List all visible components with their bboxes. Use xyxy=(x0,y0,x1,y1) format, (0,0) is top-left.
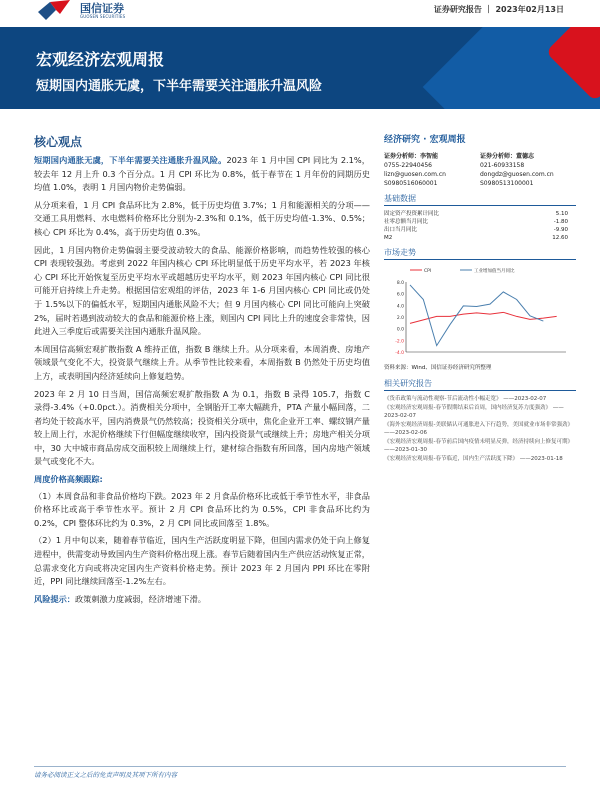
related-report[interactable]: 《宏观经济宏观周报-春节临近，国内生产活跃度下降》 ——2023-01-18 xyxy=(384,455,563,462)
paragraph: 从分项来看，1 月 CPI 食品环比为 2.8%，低于历史均值 3.7%；1 月和能源相关的分项——交通工具用燃料、水电燃料价格环比分别为-2.3%和 0.1%，低于历史均值-1.3%、0.5%；核心 CPI 环比为 0.4%，高于历史均值 0.3%。 xyxy=(34,199,370,237)
related-report[interactable]: 《海外宏观经济周报-美联储认可通胀进入下行趋势，美国就业市场非常强劲》 ——2023-02-06 xyxy=(384,421,573,436)
section-title: 核心观点 xyxy=(34,135,83,149)
chart-source: 资料来源：Wind、国信证券经济研究所整理 xyxy=(384,365,492,371)
market-title: 市场走势 xyxy=(384,247,576,260)
basic-data-value: 12.60 xyxy=(552,235,568,241)
paragraph xyxy=(34,154,370,195)
disclaimer: 请务必阅读正文之后的免责声明及其项下所有内容 xyxy=(34,771,177,779)
related-report[interactable]: 《货币政策与流动性观察-节后流动性小幅走宽》 ——2023-02-07 xyxy=(384,396,547,402)
paragraph: 因此，1 月国内物价走势偏弱主要受波动较大的食品、能源价格影响，而趋势性较强的核心 CPI 表现较强劲。考虑到 2022 年国内核心 CPI 环比明显低于历史平均水平，若 2023 年核心 CPI 环比开始恢复至历史平均水平或超越历史平均水平，则 2023 年国内核心 CPI 同比很可能开启持续上升走势。根据国信宏观组的评估，2023 年 1-6 月国内核心 CPI 同比或仍处于 1.5%以下的偏低水平，短期国内通胀风险不大；但 9 月国内核心 CPI 同比可能向上突破 2%，届时若遇到波动较大的食品和能源价格上涨，则国内 CPI 同比上升的速度会非常快，因此进入三季度后或需要关注国内通胀升温风险。 xyxy=(34,244,370,337)
related-report[interactable]: 《宏观经济宏观周报-春节前后国内疫情未明显反弹，经济持续向上修复可期》 ——2023-01-30 xyxy=(384,438,573,453)
guosen-logo-icon xyxy=(36,0,72,20)
logo-name: 国信证券 xyxy=(80,2,124,15)
legend-label: CPI xyxy=(424,269,432,274)
y-tick-label: 2.0 xyxy=(396,316,404,321)
paragraph: 本周国信高频宏观扩散指数 A 维持正值，指数 B 继续上升。从分项来看，本周消费、房地产领域景气变化不大，投资景气继续上升。从季节性比较来看，本周指数 B 仍然处于历史均值上方，或表明国内经济延续向上修复趋势。 xyxy=(34,343,370,381)
report-type-date: 证券研究报告 ｜ 2023年02月13日 xyxy=(433,5,564,14)
basic-data-table xyxy=(384,210,576,242)
risk-warning xyxy=(34,593,370,607)
y-tick-label: 8.0 xyxy=(396,281,404,286)
y-tick-label: 4.0 xyxy=(396,304,404,310)
basic-data-row xyxy=(384,210,576,218)
basic-data-label: M2 xyxy=(384,235,393,241)
basic-data-label: 固定资产投资累计同比 xyxy=(384,211,440,217)
core-views xyxy=(34,134,370,610)
paragraph: （1）本周食品和非食品价格均下跌。2023 年 2 月食品价格环比或低于季节性水平，非食品价格环比或高于季节性水平。预计 2 月 CPI 食品环比约为 0.5%，CPI 非食品环比约为 0.2%，CPI 整体环比约为 0.3%，2 月 CPI 同比或回落至 1.8%。 xyxy=(34,490,370,528)
report-subtitle: 短期国内通胀无虞，下半年需要关注通胀升温风险 xyxy=(36,79,323,94)
y-tick-label: 6.0 xyxy=(396,292,404,298)
y-tick-label: -4.0 xyxy=(395,351,404,356)
logo-english: GUOSEN SECURITIES xyxy=(80,14,126,19)
sidebar xyxy=(384,134,576,463)
paragraph: （2）1 月中旬以来，随着春节临近，国内生产活跃度明显下降，但国内需求仍处于向上修复进程中，供需变动导致国内生产资料价格出现上涨。春节后随着国内生产供应活动恢复正常，总需求变化方向或将决定国内生产资料价格走势。预计 2023 年 2 月国内 PPI 环比在零附近，PPI 同比继续回落至-1.2%左右。 xyxy=(34,535,370,587)
risk-text: 政策刺激力度减弱，经济增速下滑。 xyxy=(74,593,206,604)
paragraph: 2023 年 2 月 10 日当周，国信高频宏观扩散指数 A 为 0.1，指数 B 录得 105.7，指数 C 录得-3.4%（+0.0pct.）。消费相关分项中，全钢胎开工率大幅跳升，PTA 产量小幅回落，二者均处于较高水平，国内消费景气仍然较高；投资相关分项中，焦化企业开工率、螺纹钢产量较上周上行，水泥价格继续下行但幅度继续收窄，国内投资景气或继续上升；房地产相关分项中，30 大中城市商品房成交面积较上周继续上行，建材综合指数有所回落，国内房地产领域景气或变化不大。 xyxy=(34,388,370,467)
category: 经济研究 · 宏观周报 xyxy=(384,135,466,145)
report-title: 宏观经济宏观周报 xyxy=(36,50,165,69)
basic-data-row xyxy=(384,234,576,242)
basic-data-row xyxy=(384,218,576,226)
risk-label: 风险提示： xyxy=(34,593,75,604)
market-chart xyxy=(384,264,574,359)
report-header xyxy=(0,0,600,27)
related-title: 相关研究报告 xyxy=(384,378,576,391)
report-date: 2023年02月13日 xyxy=(495,5,564,14)
analyst: 证券分析师：李智能 0755-22940456 lizn@guosen.com.cn S0980516060001 xyxy=(384,153,446,187)
analysts xyxy=(384,152,576,188)
y-tick-label: 0.0 xyxy=(396,327,404,333)
series-line-1 xyxy=(410,285,543,346)
footer-divider xyxy=(34,766,566,767)
report-type: 证券研究报告 xyxy=(433,5,482,14)
basic-data-title: 基础数据 xyxy=(384,193,576,206)
basic-data-label: 出口当月同比 xyxy=(384,227,418,233)
related-report[interactable]: 《宏观经济宏观周报-春节假期结束后首周，国内经济复苏力度强劲》 ——2023-02-07 xyxy=(384,404,564,419)
paragraph-text: 2023 年 1 月中国 CPI 同比为 2.1%，较去年 12 月上升 0.3 个百分点。1 月 CPI 环比为 0.8%，低于春节在 1 月年份的同期历史均值 1.0%，表明 1 月国内物价走势偏弱。 xyxy=(34,155,370,193)
lead-sentence: 短期国内通胀无虞，下半年需要关注通胀升温风险。 xyxy=(34,155,227,165)
basic-data-row xyxy=(384,226,576,234)
analyst: 证券分析师：董德志 021-60933158 dongdz@guosen.com.cn S0980513100001 xyxy=(480,153,554,187)
y-tick-label: -2.0 xyxy=(395,339,404,345)
subsection-title: 周度价格高频跟踪: xyxy=(34,474,103,485)
legend-label: 工业增加值当月同比 xyxy=(474,269,515,274)
basic-data-label: 社零总额当月同比 xyxy=(384,219,429,225)
basic-data-value: -9.90 xyxy=(553,227,568,233)
title-banner xyxy=(0,27,600,109)
basic-data-value: 5.10 xyxy=(555,211,568,217)
related-reports xyxy=(384,395,576,463)
basic-data-value: -1.80 xyxy=(553,219,568,225)
